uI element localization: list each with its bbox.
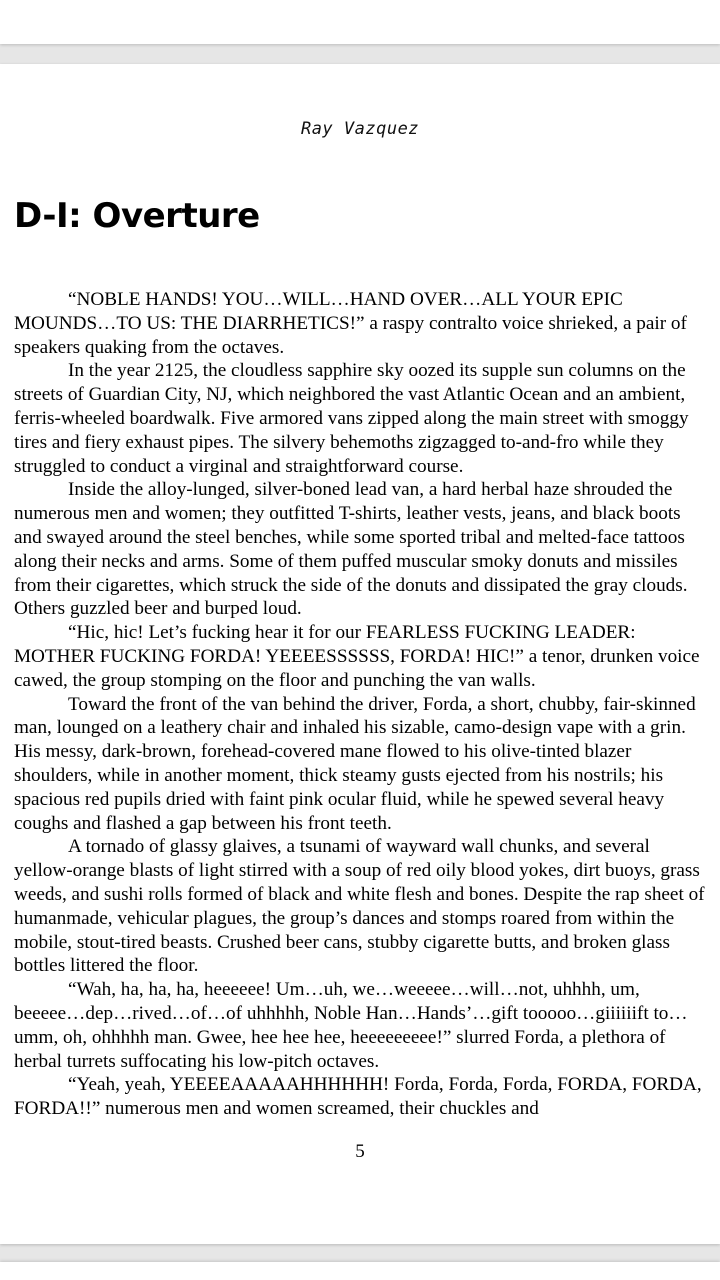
document-page (0, 64, 720, 1244)
page-header-author: Ray Vazquez (300, 119, 420, 139)
page-number: 5 (355, 1141, 365, 1162)
paragraph: “Yeah, yeah, YEEEEAAAAAHHHHHH! Forda, Forda, Forda, FORDA, FORDA, FORDA!!” numerous men and women screamed, their chuckles and (14, 1074, 702, 1120)
paragraph: “Wah, ha, ha, ha, heeeeee! Um…uh, we…weeeee…will…not, uhhhh, um, beeeee…dep…rived…of…of uhhhhh, Noble Han…Hands’…gift tooooo…giiiiiift to…umm, oh, ohhhhh man. Gwee, hee hee hee, heeeeeeeee!” slurred Forda, a plethora of herbal turrets suffocating his low-pitch octaves. (14, 979, 688, 1072)
paragraph: In the year 2125, the cloudless sapphire sky oozed its supple sun columns on the streets of Guardian City, NJ, which neighbored the vast Atlantic Ocean and an ambient, ferris-wheeled boardwalk. Five armored vans zipped along the main street with smoggy tires and fiery exhaust pipes. The silvery behemoths zigzagged to-and-fro while they struggled to conduct a virginal and straightforward course. (14, 360, 689, 477)
next-page-edge (0, 1262, 720, 1280)
paragraph: “Hic, hic! Let’s fucking hear it for our FEARLESS FUCKING LEADER: MOTHER FUCKING FORDA! YEEEESSSSSS, FORDA! HIC!” a tenor, drunken voice cawed, the group stomping on the floor and punching the van walls. (14, 622, 700, 691)
paragraph: Inside the alloy-lunged, silver-boned lead van, a hard herbal haze shrouded the numerous men and women; they outfitted T-shirts, leather vests, jeans, and black boots and swayed around the steel benches, while some sported tribal and melted-face tattoos along their necks and arms. Some of them puffed muscular smoky donuts and missiles from their cigarettes, which struck the side of the donuts and dissipated the gray clouds. Others guzzled beer and burped loud. (14, 479, 688, 620)
previous-page-edge (0, 0, 720, 44)
chapter-title: D-I: Overture (14, 196, 260, 236)
page-body (14, 288, 710, 1121)
paragraph: Toward the front of the van behind the driver, Forda, a short, chubby, fair-skinned man, lounged on a leathery chair and inhaled his sizable, camo-design vape with a grin. His messy, dark-brown, forehead-covered mane flowed to his olive-tinted blazer shoulders, while in another moment, thick steamy gusts ejected from his nostrils; his spacious red pupils dried with faint pink ocular fluid, while he spewed several heavy coughs and flashed a gap between his front teeth. (14, 693, 696, 834)
paragraph: “NOBLE HANDS! YOU…WILL…HAND OVER…ALL YOUR EPIC MOUNDS…TO US: THE DIARRHETICS!” a raspy contralto voice shrieked, a pair of speakers quaking from the octaves. (14, 289, 687, 358)
paragraph: A tornado of glassy glaives, a tsunami of wayward wall chunks, and several yellow-orange blasts of light stirred with a soup of red oily blood yokes, dirt buoys, grass weeds, and sushi rolls formed of black and white flesh and bones. Despite the rap sheet of humanmade, vehicular plagues, the group’s dances and stomps roared from within the mobile, stout-tired beasts. Crushed beer cans, stubby cigarette butts, and broken glass bottles littered the floor. (14, 836, 705, 977)
